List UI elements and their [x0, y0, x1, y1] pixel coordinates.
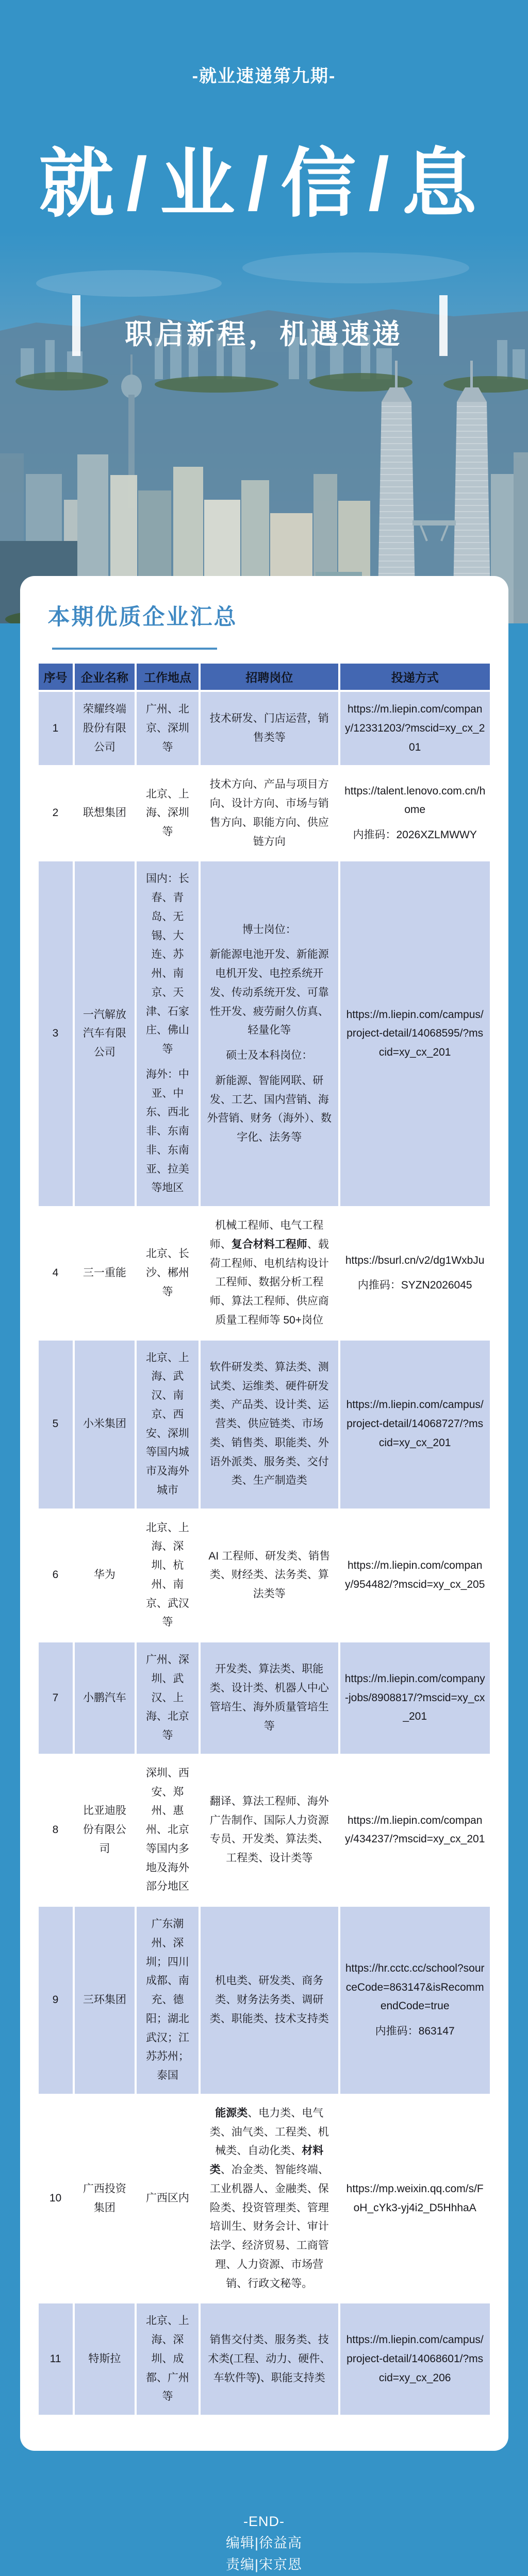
cell-index: 2 [39, 765, 75, 859]
cell-location: 北京、上海、深圳等 [137, 765, 200, 859]
cell-company: 华为 [75, 1509, 137, 1641]
cell-apply: https://talent.lenovo.com.cn/home 内推码：2026XZLMWWY [340, 765, 490, 859]
table-row [39, 1338, 490, 1509]
summary-card [20, 576, 508, 2451]
table-row [39, 2094, 490, 2302]
credit-chief: 责编|宋京恩 [225, 2557, 302, 2572]
table-row [39, 2301, 490, 2415]
credit-editor: 编辑|徐益高 [225, 2535, 302, 2551]
table-row [39, 1905, 490, 2094]
cell-apply: https://m.liepin.com/company/434237/?mscid=xy_cx_201 [340, 1754, 490, 1905]
cell-index: 8 [39, 1754, 75, 1905]
cell-positions: AI 工程师、研发类、销售类、财经类、法务类、算法类等 [201, 1509, 340, 1641]
cell-apply: https://m.liepin.com/company-jobs/8908817/?mscid=xy_cx_201 [340, 1640, 490, 1754]
cell-company: 联想集团 [75, 765, 137, 859]
table-row [39, 690, 490, 765]
cell-location: 广州、北京、深圳等 [137, 690, 200, 765]
table-row [39, 1640, 490, 1754]
top-banner [0, 0, 528, 232]
cell-apply: https://m.liepin.com/campus/project-detail/14068595/?mscid=xy_cx_201 [340, 859, 490, 1206]
cell-index: 11 [39, 2301, 75, 2415]
table-row [39, 859, 490, 1206]
cell-location: 广西区内 [137, 2094, 200, 2302]
cell-positions: 翻译、算法工程师、海外广告制作、国际人力资源专员、开发类、算法类、工程类、设计类等 [201, 1754, 340, 1905]
cell-positions: 机械工程师、电气工程师、复合材料工程师、载荷工程师、电机结构设计工程师、数据分析工程师、算法工程师、供应商质量工程师等 50+岗位 [201, 1206, 340, 1338]
cell-location: 北京、长沙、郴州等 [137, 1206, 200, 1338]
company-table-header [39, 664, 490, 690]
cell-index: 6 [39, 1509, 75, 1641]
cell-positions: 软件研发类、算法类、测试类、运维类、硬件研发类、产品类、设计类、运营类、供应链类、市场类、销售类、职能类、外语外派类、服务类、交付类、生产制造类 [201, 1338, 340, 1509]
cell-index: 10 [39, 2094, 75, 2302]
cell-index: 3 [39, 859, 75, 1206]
cell-apply: https://m.liepin.com/company/12331203/?mscid=xy_cx_201 [340, 690, 490, 765]
table-row [39, 765, 490, 859]
city-skyline-illustration [0, 232, 528, 623]
cell-company: 三一重能 [75, 1206, 137, 1338]
cell-company: 小米集团 [75, 1338, 137, 1509]
cell-company: 广西投资集团 [75, 2094, 137, 2302]
cell-positions: 博士岗位： 新能源电池开发、新能源电机开发、电控系统开发、传动系统开发、可靠性开发、疲劳耐久仿真、轻量化等 硕士及本科岗位： 新能源、智能网联、研发、工艺、国内营销、海外营销、财务（海外）、数字化、法务等 [201, 859, 340, 1206]
cell-index: 5 [39, 1338, 75, 1509]
header-positions: 招聘岗位 [201, 664, 340, 690]
cell-apply: https://mp.weixin.qq.com/s/FoH_cYk3-yj4i2_D5HhhaA [340, 2094, 490, 2302]
header-index: 序号 [39, 664, 75, 690]
cell-company: 三环集团 [75, 1905, 137, 2094]
cell-index: 7 [39, 1640, 75, 1754]
cell-location: 国内：长春、青岛、无锡、大连、苏州、南京、天津、石家庄、佛山等 海外：中亚、中东、西北非、东南非、东南亚、拉美等地区 [137, 859, 200, 1206]
cell-location: 北京、上海、深圳、杭州、南京、武汉等 [137, 1509, 200, 1641]
cell-company: 一汽解放汽车有限公司 [75, 859, 137, 1206]
cell-apply: https://m.liepin.com/campus/project-detail/14068727/?mscid=xy_cx_201 [340, 1338, 490, 1509]
table-row [39, 1754, 490, 1905]
cell-apply: https://bsurl.cn/v2/dg1WxbJu 内推码：SYZN2026045 [340, 1206, 490, 1338]
cell-company: 荣耀终端股份有限公司 [75, 690, 137, 765]
cell-location: 广东潮州、深圳；四川成都、南充、德阳；湖北武汉；江苏苏州；泰国 [137, 1905, 200, 2094]
page-footer [0, 2451, 528, 2576]
cell-index: 4 [39, 1206, 75, 1338]
title-underline [52, 648, 217, 650]
header-apply: 投递方式 [340, 664, 490, 690]
cell-positions: 技术研发、门店运营，销售类等 [201, 690, 340, 765]
cell-positions: 机电类、研发类、商务类、财务法务类、调研类、职能类、技术支持类 [201, 1905, 340, 2094]
cell-positions: 能源类、电力类、电气类、油气类、工程类、机械类、自动化类、材料类、冶金类、智能终端、工业机器人、金融类、保险类、投资管理类、管理培训生、财务会计、审计法学、经济贸易、工商管理、人力资源、市场营销、行政文秘等。 [201, 2094, 340, 2302]
cell-company: 特斯拉 [75, 2301, 137, 2415]
cell-index: 9 [39, 1905, 75, 2094]
company-table-body [39, 690, 490, 2415]
company-table [39, 664, 490, 2415]
hero-photo [0, 232, 528, 623]
table-row [39, 1509, 490, 1641]
cell-company: 小鹏汽车 [75, 1640, 137, 1754]
end-label: -END- [243, 2514, 285, 2529]
cell-apply: https://m.liepin.com/company/954482/?mscid=xy_cx_205 [340, 1509, 490, 1641]
cell-location: 深圳、西安、郑州、惠州、北京等国内多地及海外部分地区 [137, 1754, 200, 1905]
header-company: 企业名称 [75, 664, 137, 690]
page-title: 就/业/信/息 [39, 142, 489, 226]
cell-location: 北京、上海、深圳、成都、广州等 [137, 2301, 200, 2415]
header-location: 工作地点 [137, 664, 200, 690]
cell-location: 广州、深圳、武汉、上海、北京等 [137, 1640, 200, 1754]
cell-positions: 技术方向、产品与项目方向、设计方向、市场与销售方向、职能方向、供应链方向 [201, 765, 340, 859]
cell-index: 1 [39, 690, 75, 765]
issue-label: -就业速递第九期- [192, 66, 336, 86]
table-row [39, 1206, 490, 1338]
hero-subtitle: 职启新程，机遇速递 [125, 319, 403, 350]
cell-apply: https://hr.cctc.cc/school?sourceCode=863147&isRecommendCode=true 内推码：863147 [340, 1905, 490, 2094]
cell-company: 比亚迪股份有限公司 [75, 1754, 137, 1905]
section-title: 本期优质企业汇总 [47, 605, 238, 630]
cell-positions: 销售交付类、服务类、技术类(工程、动力、硬件、车软件等)、职能支持类 [201, 2301, 340, 2415]
cell-location: 北京、上海、武汉、南京、西安、深圳等国内城市及海外城市 [137, 1338, 200, 1509]
credit-compiler [0, 2575, 528, 2576]
cell-apply: https://m.liepin.com/campus/project-detail/14068601/?mscid=xy_cx_206 [340, 2301, 490, 2415]
cell-positions: 开发类、算法类、职能类、设计类、机器人中心管培生、海外质量管培生等 [201, 1640, 340, 1754]
